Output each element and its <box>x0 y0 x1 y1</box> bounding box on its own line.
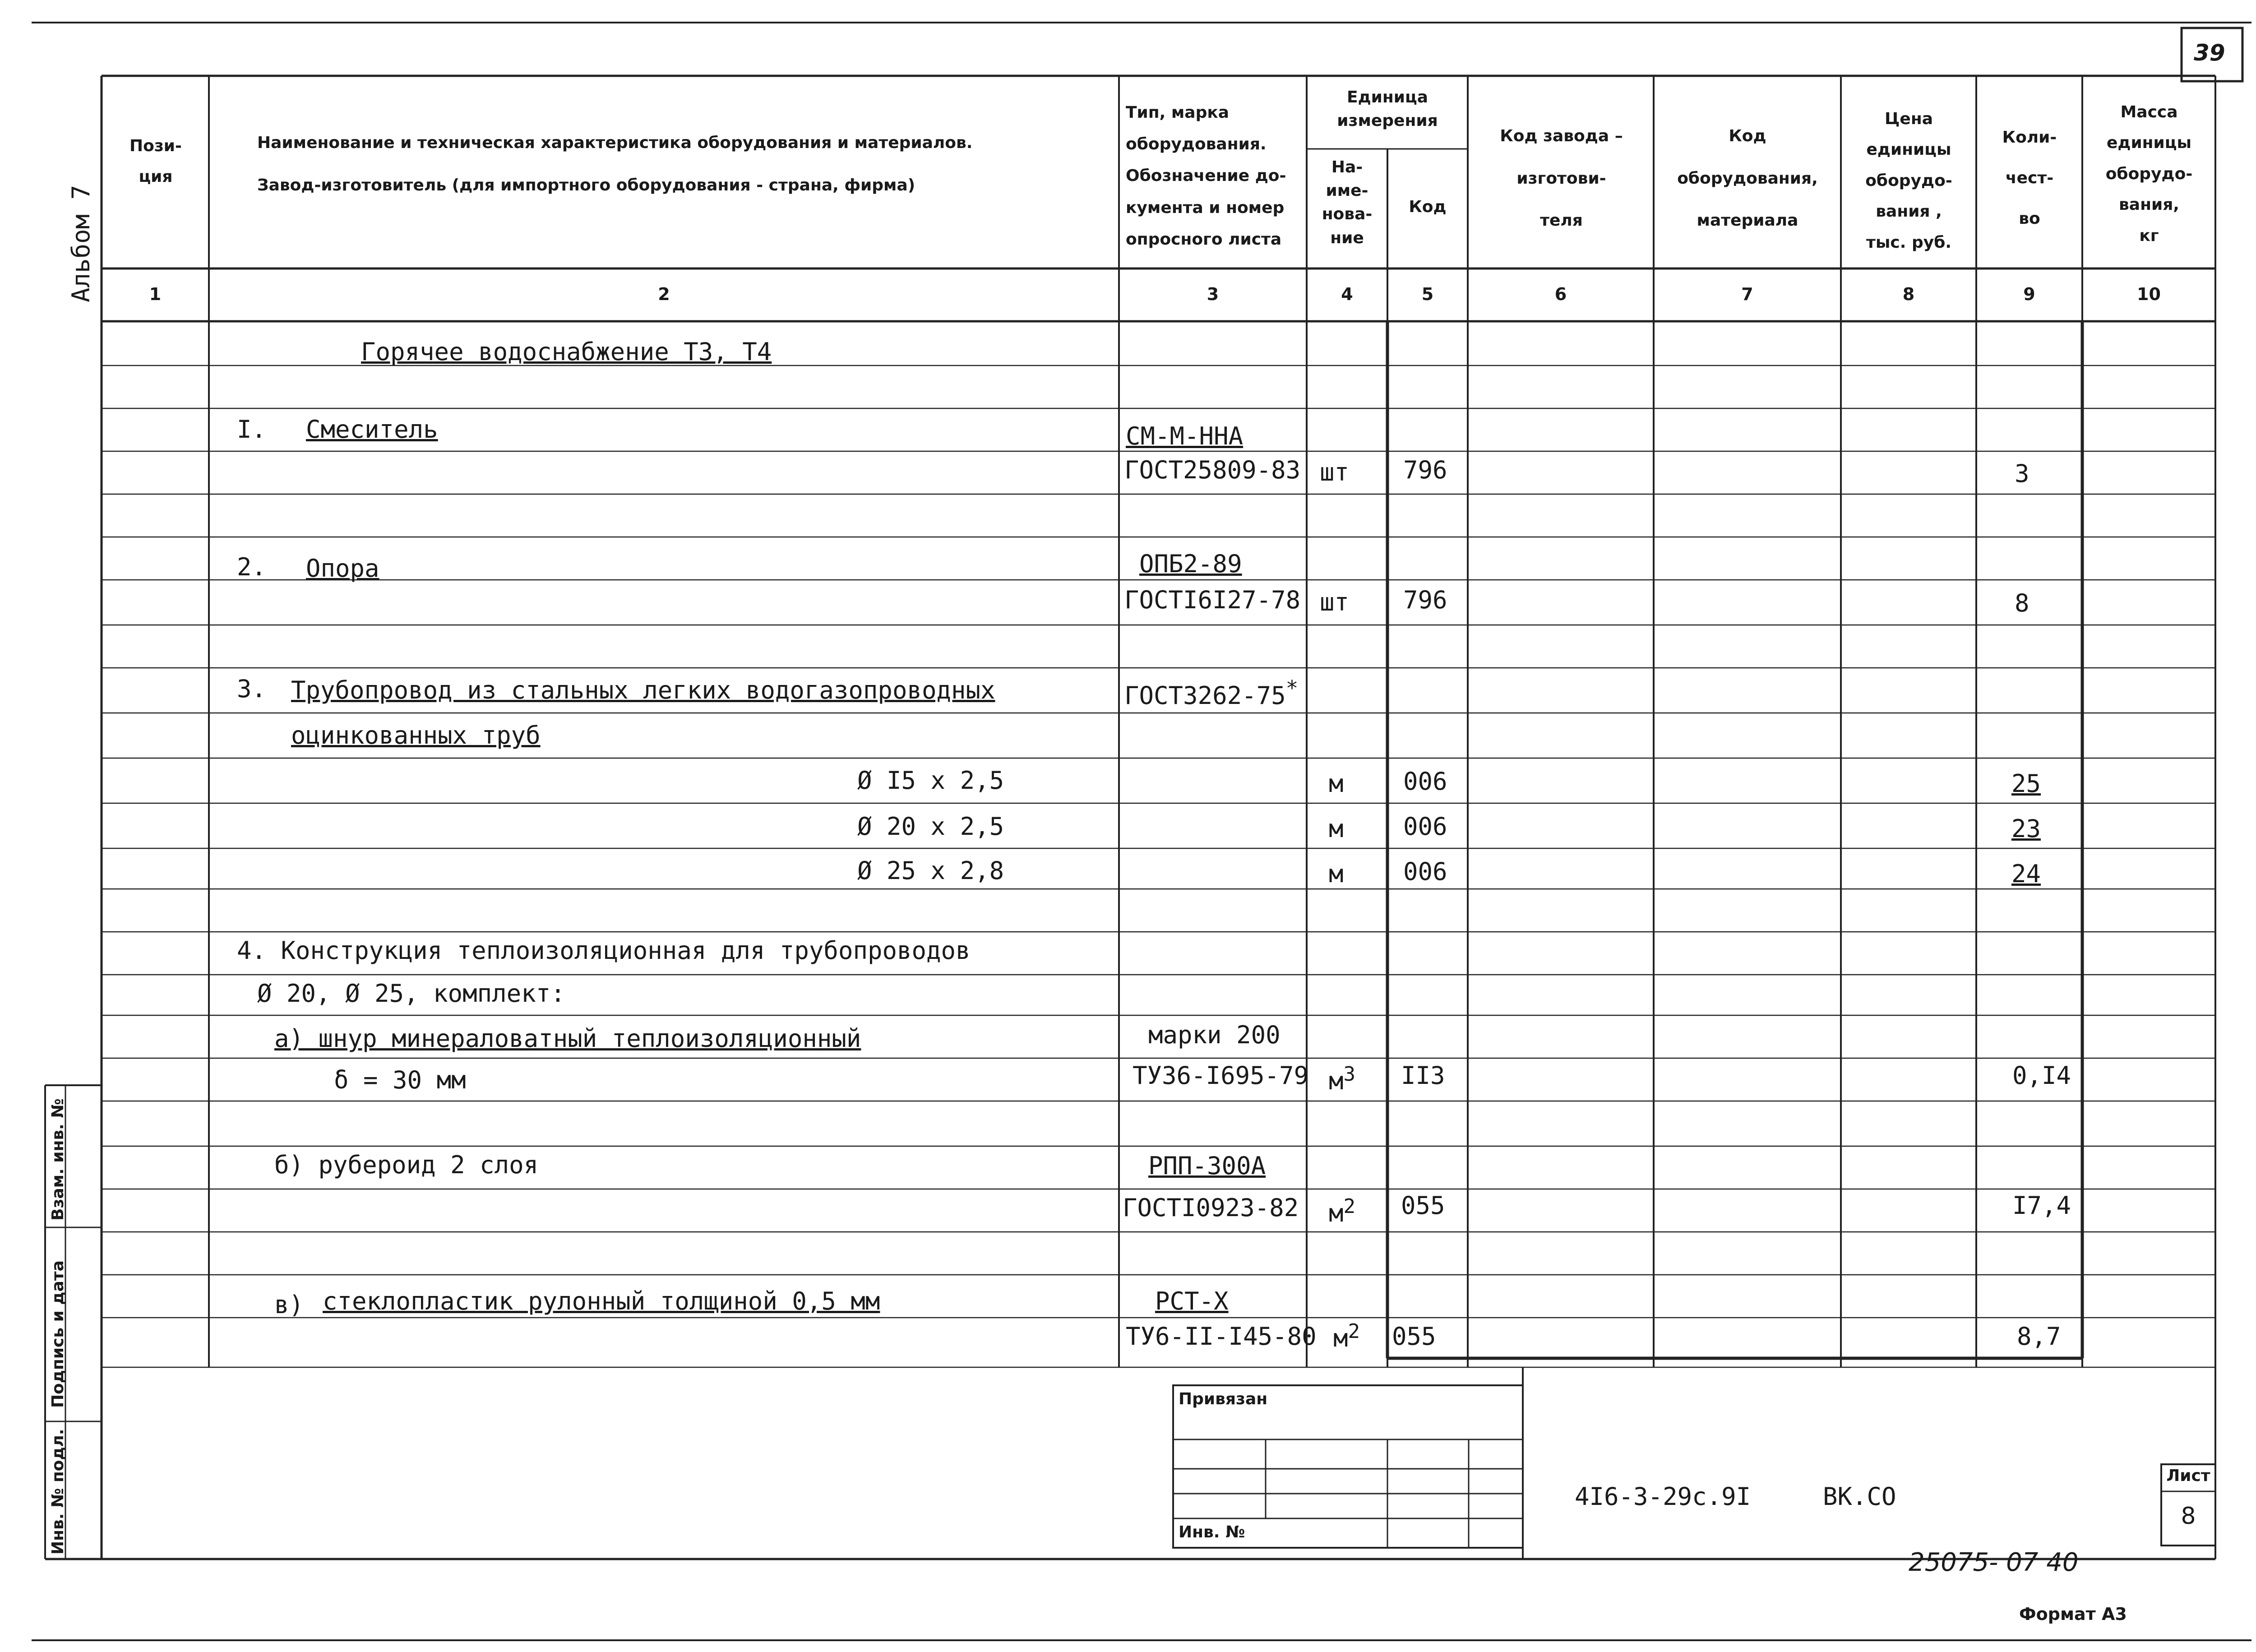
column-number: 1 <box>149 284 162 304</box>
item-4a-unit <box>1329 1063 1355 1095</box>
item-4b-name: б) рубероид 2 слоя <box>274 1151 539 1179</box>
album-label: Альбом 7 <box>67 185 95 302</box>
header-unit-group <box>1308 86 1466 133</box>
header-price-line: единицы <box>1866 140 1951 159</box>
item-4a-thickness: δ = 30 мм <box>334 1066 466 1094</box>
sheet-tag: 39 <box>2194 40 2225 66</box>
header-mass <box>2084 97 2214 251</box>
item-2-type: ОПБ2-89 <box>1139 550 1242 578</box>
item-1-type: СМ-М-ННА <box>1126 422 1244 450</box>
item-4b-document: ГОСТI0923-82 <box>1123 1194 1299 1222</box>
item-2-number: 2. <box>237 553 267 581</box>
item-4a-document: ТУ36-I695-79 <box>1133 1061 1309 1090</box>
header-mass-line: единицы <box>2106 134 2192 153</box>
header-factory-code <box>1470 115 1653 242</box>
column-number: 10 <box>2137 284 2161 304</box>
item-4a-quantity: 0,I4 <box>2012 1061 2071 1090</box>
header-factory-code-line: Код завода – <box>1500 127 1623 145</box>
item-3-number: 3. <box>237 675 267 703</box>
bound-label: Привязан <box>1179 1390 1268 1408</box>
header-position <box>108 131 203 193</box>
item-2-name: Опора <box>306 554 379 583</box>
stamp-signature-date: Подпись и дата <box>49 1260 67 1408</box>
item-4a-unit-code: II3 <box>1401 1061 1445 1090</box>
item-4c-unit-code: 055 <box>1392 1322 1436 1351</box>
header-equipment-code <box>1655 115 1840 242</box>
header-quantity-line: Коли- <box>2002 128 2057 147</box>
item-4c-unit-power: 2 <box>1348 1320 1360 1343</box>
header-mass-line: кг <box>2139 226 2159 245</box>
section-title: Горячее водоснабжение Т3, Т4 <box>361 338 772 366</box>
header-equipment-code-line: материала <box>1697 211 1798 230</box>
pipe-1-unit-code: 006 <box>1403 767 1447 796</box>
item-2-document: ГОСТI6I27-78 <box>1124 586 1301 614</box>
header-type-line: оборудования. <box>1126 135 1267 154</box>
item-3-document <box>1124 676 1298 710</box>
column-number: 8 <box>1902 284 1915 304</box>
header-price-line: вания , <box>1876 202 1942 221</box>
column-number: 6 <box>1554 284 1567 304</box>
item-4b-unit-power: 2 <box>1343 1195 1356 1218</box>
item-3-document-text: ГОСТ3262-75 <box>1124 681 1286 710</box>
header-type-line: Тип, марка <box>1126 103 1230 122</box>
item-4b-unit-text: м <box>1329 1199 1344 1227</box>
column-number: 2 <box>658 284 670 304</box>
item-3-name-line-2: оцинкованных труб <box>291 721 541 750</box>
pipe-3-size: Ø 25 х 2,8 <box>857 856 1004 885</box>
pipe-3-unit-code: 006 <box>1403 857 1447 886</box>
item-1-number: I. <box>237 415 267 444</box>
header-unit-group-line: измерения <box>1337 111 1438 130</box>
item-1-unit: шт <box>1320 458 1350 486</box>
pipe-1-unit: м <box>1329 769 1344 798</box>
header-factory-code-line: изготови- <box>1516 169 1606 188</box>
header-unit-name-line: нова- <box>1322 205 1373 224</box>
column-number: 5 <box>1421 284 1434 304</box>
header-quantity <box>1978 117 2081 239</box>
header-unit-code: Код <box>1409 198 1447 216</box>
pipe-2-size: Ø 20 х 2,5 <box>857 812 1004 841</box>
header-type-line: кумента и номер <box>1126 198 1285 217</box>
column-number: 4 <box>1341 284 1353 304</box>
document-section: ВК.СО <box>1823 1482 1896 1511</box>
stamp-original-inventory: Инв. № подл. <box>49 1429 67 1555</box>
pipe-2-quantity: 23 <box>2011 814 2041 843</box>
header-name-line: Наименование и техническая характеристика оборудования и материалов. <box>257 134 973 152</box>
header-price-line: тыс. руб. <box>1866 233 1952 252</box>
header-equipment-code-line: оборудования, <box>1677 169 1818 188</box>
sheet-label: Лист <box>2166 1467 2210 1485</box>
sheet-number: 8 <box>2181 1503 2196 1530</box>
item-3-document-mark: * <box>1285 676 1299 700</box>
header-unit-name-line: На- <box>1331 158 1363 176</box>
item-4c-name: стеклопластик рулонный толщиной 0,5 мм <box>323 1287 880 1315</box>
header-price-line: Цена <box>1885 110 1933 128</box>
pipe-1-quantity: 25 <box>2011 769 2041 798</box>
header-price-line: оборудо- <box>1865 171 1952 190</box>
item-4a-name: а) шнур минераловатный теплоизоляционный <box>274 1024 861 1053</box>
item-4a-type: марки 200 <box>1148 1021 1281 1049</box>
header-name-line: Завод-изготовитель (для импортного оборудования - страна, фирма) <box>257 176 915 194</box>
item-4a-unit-text: м <box>1329 1067 1344 1095</box>
header-mass-line: Масса <box>2120 103 2178 121</box>
item-4c-unit-text: м <box>1333 1324 1348 1352</box>
item-1-unit-code: 796 <box>1403 456 1447 484</box>
stamp-replacement-inventory: Взам. инв. № <box>49 1098 67 1221</box>
item-1-quantity: 3 <box>2015 459 2029 488</box>
pipe-2-unit: м <box>1329 814 1344 843</box>
item-4b-type: РПП-300А <box>1148 1152 1266 1180</box>
item-4b-unit-code: 055 <box>1401 1191 1445 1220</box>
header-mass-line: оборудо- <box>2105 164 2193 183</box>
inventory-label: Инв. № <box>1179 1523 1245 1541</box>
header-unit-name-line: име- <box>1326 181 1368 200</box>
item-4c-mark: в) <box>274 1291 304 1319</box>
column-number: 3 <box>1207 284 1219 304</box>
item-4c-quantity: 8,7 <box>2017 1322 2061 1351</box>
header-quantity-line: во <box>2019 209 2040 228</box>
item-4c-document: ТУ6-II-I45-80 <box>1126 1322 1317 1351</box>
item-4c-unit <box>1333 1320 1360 1352</box>
pipe-1-size: Ø I5 х 2,5 <box>857 766 1004 795</box>
format-label: Формат А3 <box>2019 1604 2127 1624</box>
header-price <box>1842 104 1975 258</box>
header-unit-name-line: ние <box>1330 228 1364 247</box>
item-3-name-line-1: Трубопровод из стальных легких водогазопроводных <box>291 676 995 704</box>
document-code: 4I6-3-29с.9I <box>1575 1482 1751 1511</box>
item-4-line-1: 4. Конструкция теплоизоляционная для трубопроводов <box>237 936 971 965</box>
pipe-2-unit-code: 006 <box>1403 812 1447 841</box>
item-2-quantity: 8 <box>2015 589 2029 617</box>
archive-number: 25075- 07 40 <box>1909 1548 2079 1577</box>
header-type <box>1126 97 1286 255</box>
item-4b-quantity: I7,4 <box>2012 1191 2071 1220</box>
item-1-name: Смеситель <box>306 415 438 444</box>
item-2-unit: шт <box>1320 588 1350 616</box>
header-quantity-line: чест- <box>2005 169 2054 187</box>
item-4-line-2: Ø 20, Ø 25, комплект: <box>257 979 565 1008</box>
column-number: 7 <box>1741 284 1753 304</box>
header-position-line: ция <box>139 167 173 186</box>
pipe-3-quantity: 24 <box>2011 860 2041 888</box>
header-type-line: Обозначение до- <box>1126 167 1286 185</box>
header-type-line: опросного листа <box>1126 230 1282 249</box>
header-unit-group-line: Единица <box>1347 88 1428 106</box>
item-4c-type: РСТ-Х <box>1155 1287 1229 1315</box>
column-number: 9 <box>2023 284 2035 304</box>
item-4a-unit-power: 3 <box>1343 1063 1356 1086</box>
header-position-line: Пози- <box>129 137 182 155</box>
header-equipment-code-line: Код <box>1729 127 1766 145</box>
pipe-3-unit: м <box>1329 860 1344 888</box>
item-4b-unit <box>1329 1195 1355 1227</box>
header-unit-name <box>1308 156 1387 250</box>
header-factory-code-line: теля <box>1540 211 1583 230</box>
header-mass-line: вания, <box>2119 195 2179 214</box>
item-1-document: ГОСТ25809-83 <box>1124 456 1301 484</box>
item-2-unit-code: 796 <box>1403 586 1447 614</box>
header-name <box>257 122 972 206</box>
